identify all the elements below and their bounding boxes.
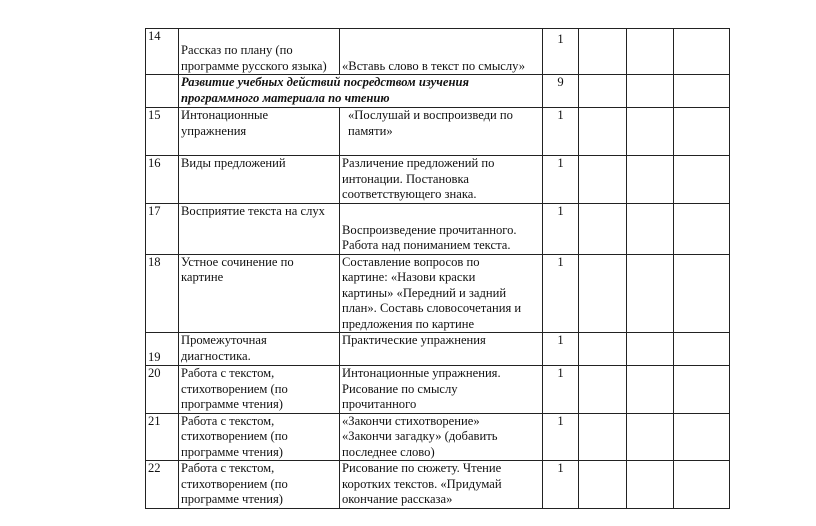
row-number: 19 bbox=[146, 333, 179, 366]
lesson-content: Интонационные упражнения. Рисование по смыслу прочитанного bbox=[340, 366, 543, 414]
empty-cell bbox=[674, 254, 730, 333]
table-row bbox=[146, 203, 730, 254]
empty-cell bbox=[627, 366, 674, 414]
row-number: 14 bbox=[146, 29, 179, 75]
hours-count: 1 bbox=[543, 366, 579, 414]
lesson-content: Рисование по сюжету. Чтение коротких текстов. «Придумай окончание рассказа» bbox=[340, 461, 543, 509]
empty-cell bbox=[579, 413, 627, 461]
table-row bbox=[146, 366, 730, 414]
lesson-content: «Послушай и воспроизведи по памяти» bbox=[340, 108, 543, 156]
empty-cell bbox=[579, 366, 627, 414]
row-number: 20 bbox=[146, 366, 179, 414]
empty-cell bbox=[579, 461, 627, 509]
hours-count: 1 bbox=[543, 413, 579, 461]
lesson-topic: Восприятие текста на слух bbox=[179, 203, 340, 254]
hours-count: 1 bbox=[543, 333, 579, 366]
empty-cell bbox=[674, 366, 730, 414]
empty-cell bbox=[627, 333, 674, 366]
lesson-topic: Рассказ по плану (по программе русского языка) bbox=[179, 29, 340, 75]
table-row bbox=[146, 254, 730, 333]
row-number: 18 bbox=[146, 254, 179, 333]
empty-cell bbox=[674, 75, 730, 108]
lesson-content: Различение предложений по интонации. Постановка соответствующего знака. bbox=[340, 156, 543, 204]
hours-count: 1 bbox=[543, 108, 579, 156]
table-row bbox=[146, 29, 730, 75]
hours-count: 1 bbox=[543, 254, 579, 333]
empty-cell bbox=[674, 108, 730, 156]
lesson-topic: Интонационные упражнения bbox=[179, 108, 340, 156]
row-number bbox=[146, 75, 179, 108]
empty-cell bbox=[674, 333, 730, 366]
lesson-content: «Вставь слово в текст по смыслу» bbox=[340, 29, 543, 75]
lesson-topic: Промежуточная диагностика. bbox=[179, 333, 340, 366]
empty-cell bbox=[674, 413, 730, 461]
empty-cell bbox=[627, 203, 674, 254]
empty-cell bbox=[579, 156, 627, 204]
section-row bbox=[146, 75, 730, 108]
section-title: Развитие учебных действий посредством изучения программного материала по чтению bbox=[179, 75, 543, 108]
row-number: 16 bbox=[146, 156, 179, 204]
empty-cell bbox=[579, 254, 627, 333]
lesson-topic: Работа с текстом, стихотворением (по программе чтения) bbox=[179, 413, 340, 461]
hours-count: 1 bbox=[543, 156, 579, 204]
row-number: 21 bbox=[146, 413, 179, 461]
empty-cell bbox=[674, 156, 730, 204]
empty-cell bbox=[674, 461, 730, 509]
empty-cell bbox=[627, 29, 674, 75]
empty-cell bbox=[674, 203, 730, 254]
empty-cell bbox=[627, 254, 674, 333]
table-row bbox=[146, 108, 730, 156]
row-number: 17 bbox=[146, 203, 179, 254]
lesson-content: Воспроизведение прочитанного. Работа над пониманием текста. bbox=[340, 203, 543, 254]
lesson-topic: Устное сочинение по картине bbox=[179, 254, 340, 333]
table-row bbox=[146, 333, 730, 366]
lesson-topic: Виды предложений bbox=[179, 156, 340, 204]
empty-cell bbox=[627, 461, 674, 509]
lesson-topic: Работа с текстом, стихотворением (по программе чтения) bbox=[179, 461, 340, 509]
curriculum-table bbox=[145, 28, 730, 509]
table-row bbox=[146, 461, 730, 509]
empty-cell bbox=[627, 413, 674, 461]
empty-cell bbox=[579, 75, 627, 108]
empty-cell bbox=[627, 108, 674, 156]
hours-count: 9 bbox=[543, 75, 579, 108]
empty-cell bbox=[674, 29, 730, 75]
hours-count: 1 bbox=[543, 461, 579, 509]
empty-cell bbox=[579, 203, 627, 254]
table-row bbox=[146, 413, 730, 461]
empty-cell bbox=[627, 156, 674, 204]
row-number: 15 bbox=[146, 108, 179, 156]
lesson-content: Практические упражнения bbox=[340, 333, 543, 366]
empty-cell bbox=[579, 333, 627, 366]
lesson-content: Составление вопросов по картине: «Назови краски картины» «Передний и задний план». Составь словосочетания и предложения по картине bbox=[340, 254, 543, 333]
table-row bbox=[146, 156, 730, 204]
empty-cell bbox=[627, 75, 674, 108]
row-number: 22 bbox=[146, 461, 179, 509]
empty-cell bbox=[579, 29, 627, 75]
lesson-topic: Работа с текстом, стихотворением (по программе чтения) bbox=[179, 366, 340, 414]
hours-count: 1 bbox=[543, 203, 579, 254]
empty-cell bbox=[579, 108, 627, 156]
lesson-content: «Закончи стихотворение» «Закончи загадку» (добавить последнее слово) bbox=[340, 413, 543, 461]
hours-count: 1 bbox=[543, 29, 579, 75]
